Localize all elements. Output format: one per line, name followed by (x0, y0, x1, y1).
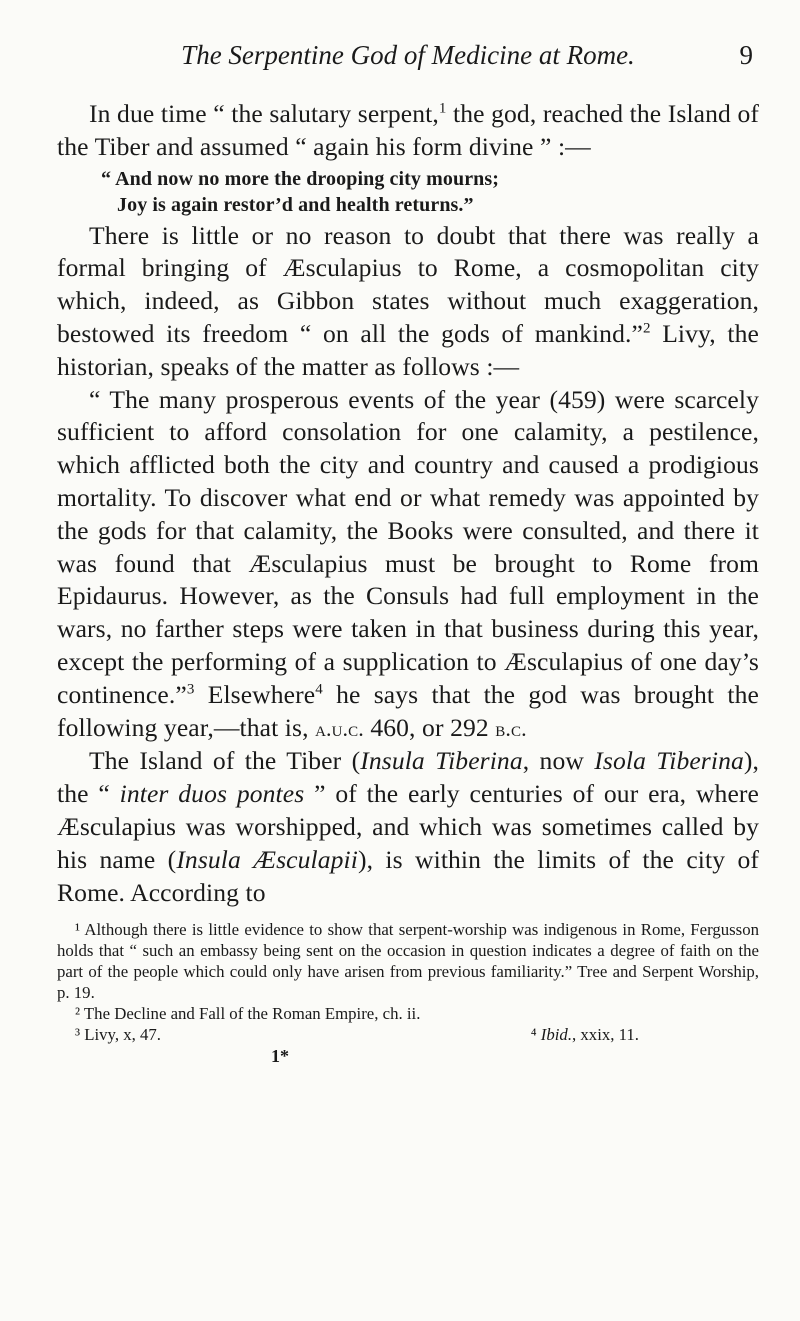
paragraph-2-text-a: There is little or no reason to doubt that there was really a formal bringing of Æsculapius to Rome, a cosmopolitan city which, indeed, as Gibbon states without much exaggeration, bestowed its freedom “ on all the gods of mankind.” (57, 220, 759, 348)
paragraph-4-text-e: ), is within the limits of the city of Rome. According to (57, 844, 759, 907)
footnote-ref-3: 3 (186, 681, 195, 698)
running-head (57, 40, 759, 80)
footnote-4-ref: , xxix, 11. (572, 1025, 639, 1045)
insula-aesculapii: Insula Æsculapii (176, 844, 358, 874)
paragraph-2 (57, 220, 759, 384)
footnote-ref-1: 1 (438, 100, 447, 117)
paragraph-4-text-b: , now (522, 746, 595, 776)
paragraph-4-text-a: The Island of the Tiber ( (89, 746, 361, 776)
running-head-title: The Serpentine God of Medicine at Rome. (181, 40, 635, 70)
signature-mark: 1* (271, 1046, 289, 1067)
footnotes (57, 919, 759, 1067)
footnote-4 (531, 1024, 639, 1045)
auc-abbrev: a.u.c. (315, 715, 364, 741)
paragraph-1-text-a: In due time “ the salutary serpent, (89, 99, 439, 128)
footnote-4-ibid: Ibid. (540, 1025, 573, 1045)
paragraph-3 (57, 384, 759, 746)
verse-line-2: Joy is again restor’d and health returns.” (117, 193, 474, 216)
footnote-ref-4: 4 (315, 681, 323, 698)
body-text (57, 98, 759, 909)
footnote-ref-2: 2 (642, 320, 651, 337)
paragraph-4 (57, 745, 759, 909)
footnote-1: ¹ Although there is little evidence to show that serpent-worship was indigenous in Rome, Fergusson holds that “ such an embassy being sent on the occasion in question indicates a degree of faith on the part of the people which could only have arisen from previous familiarity.” Tree and Serpent Worship, p. 19. (57, 920, 759, 1003)
paragraph-1 (57, 98, 759, 164)
footnote-2: ² The Decline and Fall of the Roman Empire, ch. ii. (75, 1004, 421, 1024)
paragraph-4-text-c: ), the “ (57, 746, 759, 809)
page-number: 9 (739, 40, 753, 70)
paragraph-3-text-d: 460, or 292 (363, 712, 496, 742)
footnote-row-3-4 (57, 1024, 759, 1045)
verse-line-1: “ And now no more the drooping city mourns; (101, 167, 500, 190)
inter-duos-pontes: inter duos pontes (119, 779, 305, 809)
paragraph-1-text-b: the god, reached the Island of the Tiber and assumed “ again his form divine ” :— (57, 99, 759, 161)
bc-abbrev: b.c. (495, 715, 527, 741)
verse-quote (57, 166, 759, 218)
insula-tiberina: Insula Tiberina (360, 746, 523, 776)
paragraph-3-text-a: “ The many prosperous events of the year (459) were scarcely sufficient to afford consolation for one calamity, a pestilence, which afflicted both the city and country and caused a prodigious mortality. To discover what end or what remedy was appointed by the gods for that calamity, the Books were consulted, and there it was found that Æsculapius must be brought to Rome from Epidaurus. However, as the Consuls had full employment in the wars, no farther steps were taken in that business during this year, except the performing of a supplication to Æsculapius of one day’s continence.” (57, 384, 759, 709)
footnote-3: ³ Livy, x, 47. (75, 1025, 161, 1045)
paragraph-3-text-b: Elsewhere (194, 679, 316, 709)
paragraph-4-text-d: ” of the early centuries of our era, where Æsculapius was worshipped, and which was sometimes called by his name ( (57, 779, 759, 874)
paragraph-3-text-c: he says that the god was brought the following year,—that is, (57, 679, 759, 742)
isola-tiberina: Isola Tiberina (594, 746, 744, 776)
footnote-4-marker: ⁴ (530, 1025, 541, 1045)
page (57, 40, 759, 1067)
paragraph-2-text-b: Livy, the historian, speaks of the matter as follows :— (57, 318, 759, 381)
